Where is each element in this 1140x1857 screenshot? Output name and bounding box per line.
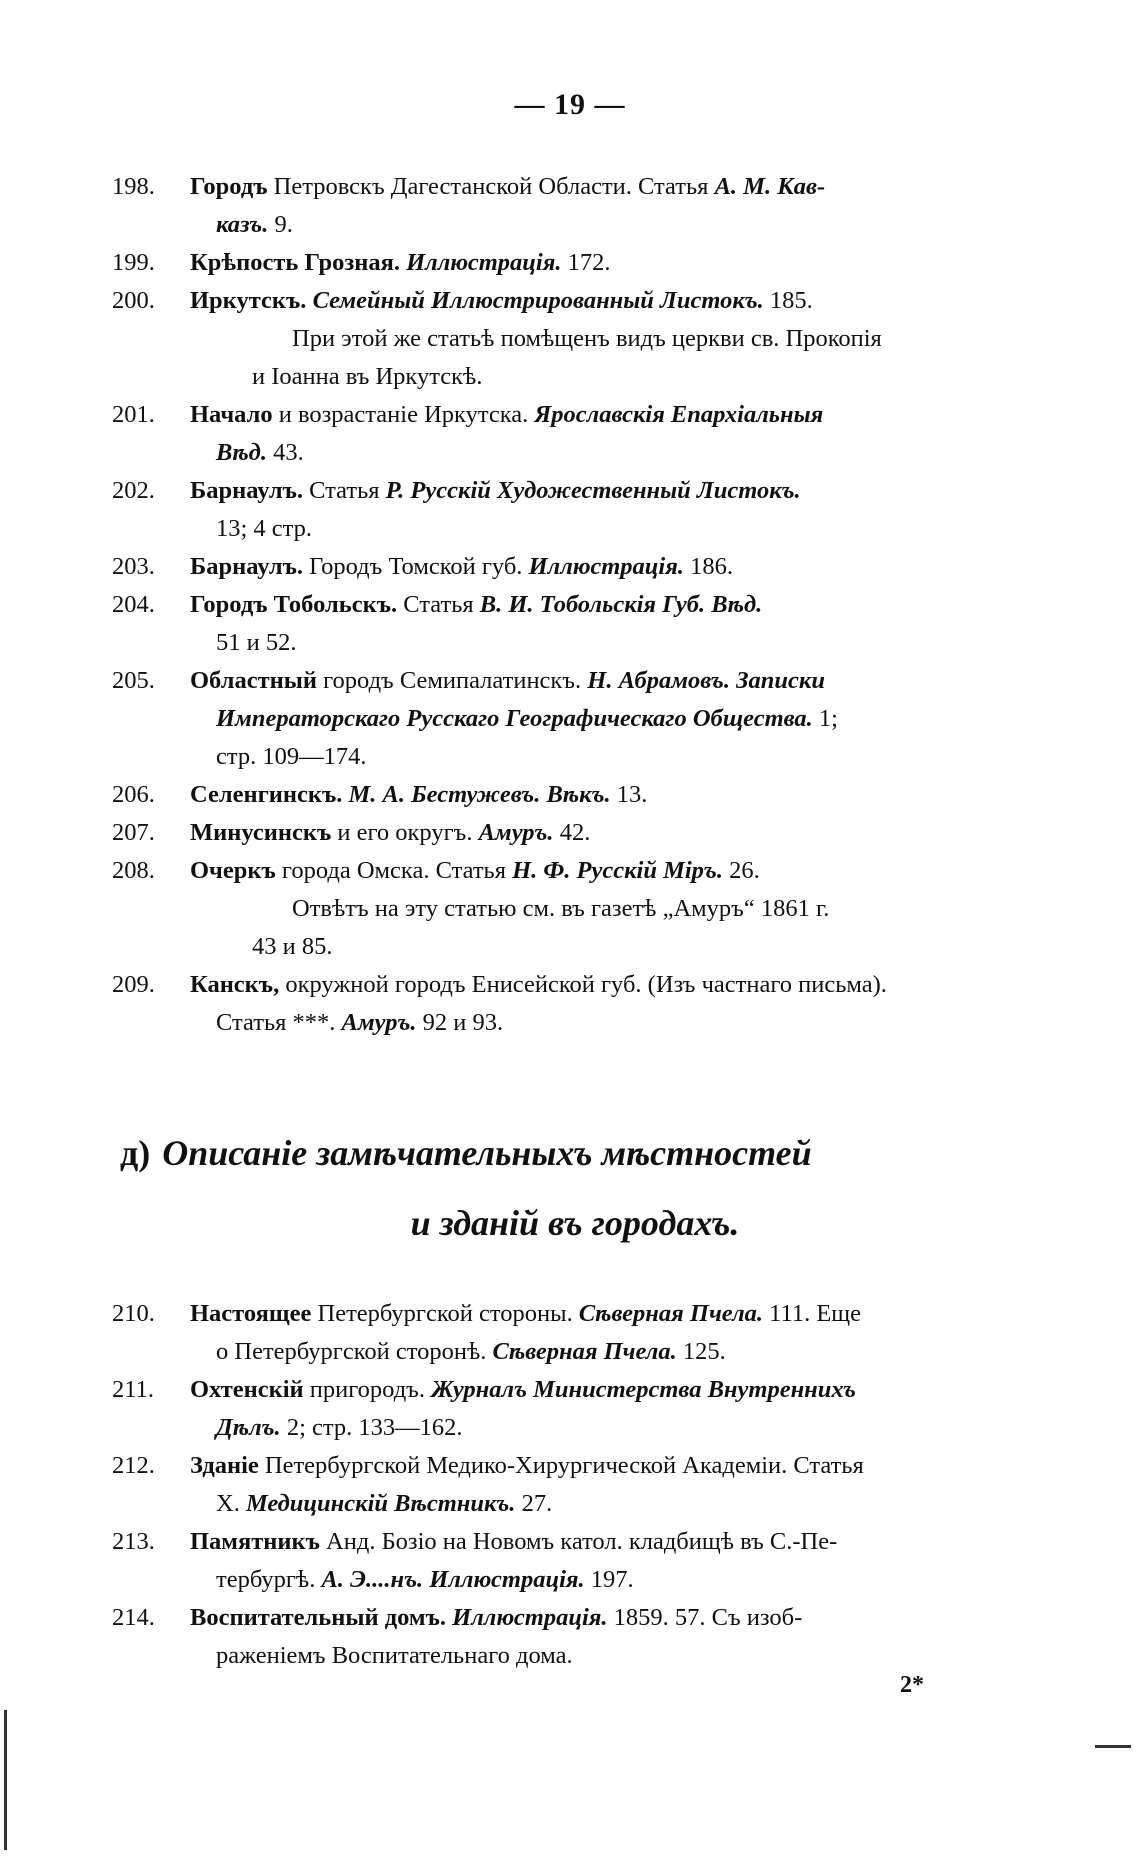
list-item: 199. Крѣпость Грозная. Иллюстрація. 172. (112, 249, 611, 276)
list-item: 200. Иркутскъ. Семейный Иллюстрированный Листокъ. 185. При этой же статьѣ помѣщенъ видъ церкви св. Прокопія и Іоанна въ Иркутскѣ. (112, 287, 882, 390)
list-item: 207. Минусинскъ и его округъ. Амуръ. 42. (112, 819, 591, 846)
list-item: 210. Настоящее Петербургской стороны. Сѣверная Пчела. 111. Еще о Петербургской сторонѣ. Сѣверная Пчела. 125. (112, 1300, 862, 1365)
list-item: 202. Барнаулъ. Статья Р. Русскій Художественный Листокъ. 13; 4 стр. (112, 477, 801, 542)
list-item: 201. Начало и возрастаніе Иркутска. Ярославскія Епархіальныя Вѣд. 43. (112, 401, 824, 466)
list-item: 205. Областный городъ Семипалатинскъ. Н. Абрамовъ. Записки Императорскаго Русскаго Географическаго Общества. 1; стр. 109—174. (112, 667, 838, 770)
list-item: 198. Городъ Петровскъ Дагестанской Области. Статья А. М. Кав- казъ. 9. (112, 173, 826, 238)
list-item: 208. Очеркъ города Омска. Статья Н. Ф. Русскій Міръ. 26. Отвѣтъ на эту статью см. въ газетѣ „Амуръ“ 1861 г. 43 и 85. (112, 857, 830, 960)
list-item: 211. Охтенскій пригородъ. Журналъ Министерства Внутреннихъ Дѣлъ. 2; стр. 133—162. (112, 1376, 856, 1441)
page-number: — 19 — (514, 88, 626, 121)
scan-edge-dash (1095, 1745, 1131, 1748)
signature-mark: 2* (900, 1672, 924, 1698)
list-item: 209. Канскъ, окружной городъ Енисейской губ. (Изъ частнаго письма). Статья ***. Амуръ. 92 и 93. (112, 971, 887, 1036)
list-item: 203. Барнаулъ. Городъ Томской губ. Иллюстрація. 186. (112, 553, 733, 580)
list-item: 206. Селенгинскъ. М. А. Бестужевъ. Вѣкъ. 13. (112, 781, 648, 808)
list-item: 204. Городъ Тобольскъ. Статья В. И. Тобольскія Губ. Вѣд. 51 и 52. (112, 591, 763, 656)
entries-list-top (112, 168, 1012, 1042)
scan-edge-line (4, 1710, 7, 1850)
list-item: 212. Зданіе Петербургской Медико-Хирургической Академіи. Статья Х. Медицинскій Вѣстникъ. 27. (112, 1452, 864, 1517)
entries-list-bottom (112, 1295, 1012, 1675)
section-heading: д) Описаніе замѣчательныхъ мѣстностей и зданій въ городахъ. (120, 1133, 812, 1243)
list-item: 214. Воспитательный домъ. Иллюстрація. 1859. 57. Съ изоб- раженіемъ Воспитательнаго дома. (112, 1604, 803, 1669)
list-item: 213. Памятникъ Анд. Бозіо на Новомъ катол. кладбищѣ въ С.-Пе- тербургѣ. А. Э....нъ. Иллюстрація. 197. (112, 1528, 838, 1593)
